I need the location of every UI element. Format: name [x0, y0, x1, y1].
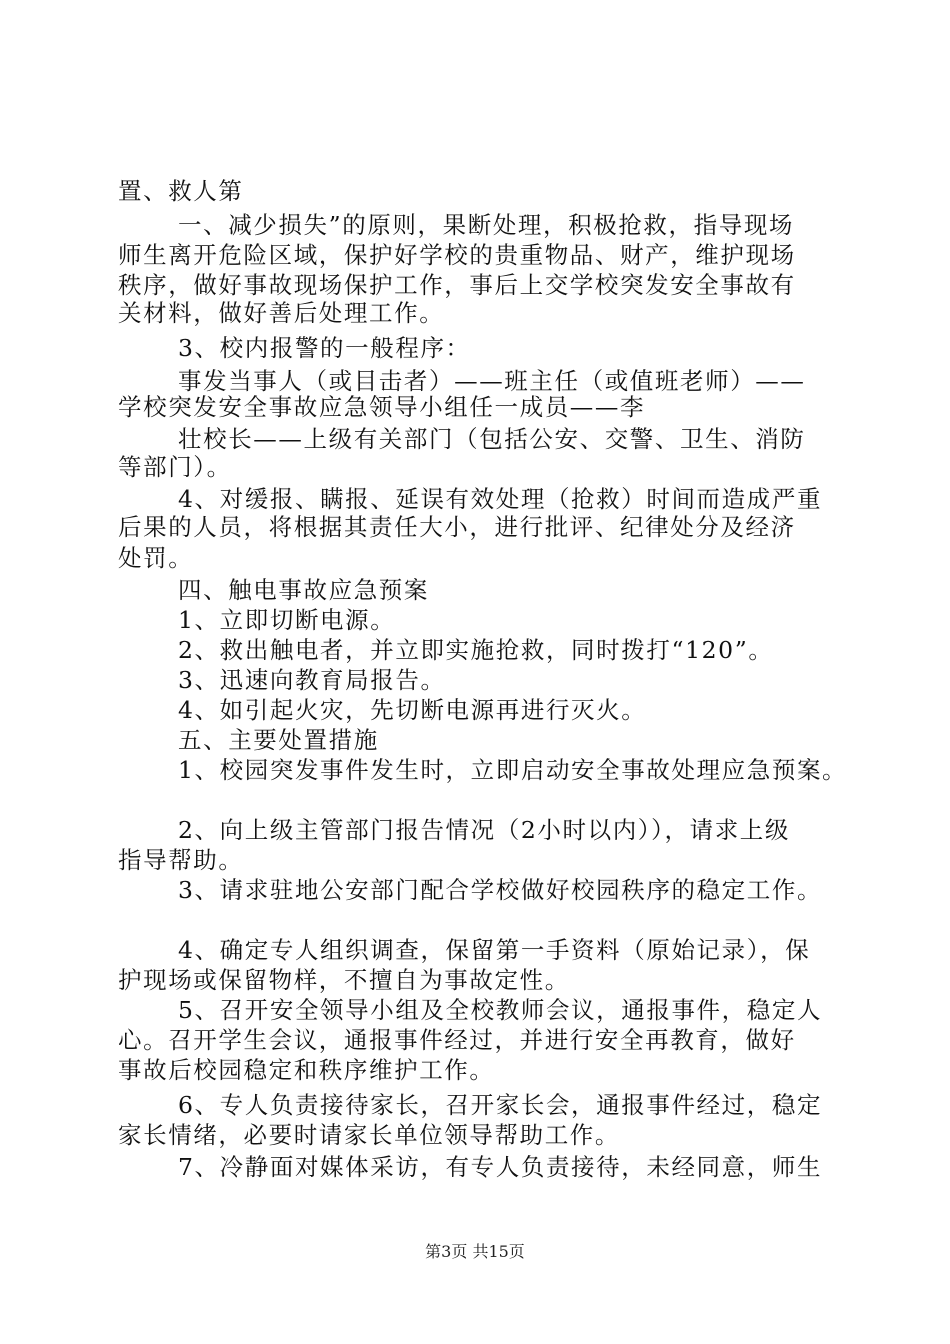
text-line: 5、召开安全领导小组及全校教师会议，通报事件，稳定人 [178, 996, 823, 1024]
text-line: 事发当事人（或目击者）——班主任（或值班老师）—— [178, 367, 806, 395]
text-line: 3、迅速向教育局报告。 [178, 666, 446, 694]
text-line: 护现场或保留物样，不擅自为事故定性。 [118, 966, 570, 994]
text-line: 等部门）。 [118, 453, 232, 481]
page-footer: 第3页 共15页 [425, 1242, 525, 1261]
text-line: 关材料，做好善后处理工作。 [118, 299, 445, 327]
text-line: 指导帮助。 [118, 846, 244, 874]
text-line: 后果的人员，将根据其责任大小，进行批评、纪律处分及经济 [118, 513, 796, 541]
section-heading: 五、主要处置措施 [178, 726, 379, 754]
text-line: 1、校园突发事件发生时，立即启动安全事故处理应急预案。 [178, 756, 848, 784]
text-line: 师生离开危险区域，保护好学校的贵重物品、财产，维护现场 [118, 241, 796, 269]
text-line: 4、如引起火灾，先切断电源再进行灭火。 [178, 696, 647, 724]
text-line: 置、救人第 [118, 177, 244, 205]
text-line: 处罚。 [118, 544, 194, 572]
text-line: 3、请求驻地公安部门配合学校做好校园秩序的稳定工作。 [178, 876, 823, 904]
text-line: 心。召开学生会议，通报事件经过，并进行安全再教育，做好 [118, 1026, 796, 1054]
text-line: 3、校内报警的一般程序： [178, 334, 471, 362]
text-line: 2、救出触电者，并立即实施抢救，同时拨打“120”。 [178, 636, 774, 664]
text-line: 学校突发安全事故应急领导小组任一成员——李 [118, 393, 646, 421]
text-line: 壮校长——上级有关部门（包括公安、交警、卫生、消防 [178, 425, 806, 453]
text-line: 1、立即切断电源。 [178, 606, 396, 634]
text-line: 2、向上级主管部门报告情况（2小时以内）），请求上级 [178, 816, 791, 844]
text-line: 4、对缓报、瞒报、延误有效处理（抢救）时间而造成严重 [178, 485, 823, 513]
text-line: 一、减少损失”的原则，果断处理，积极抢救，指导现场 [178, 211, 795, 239]
text-line: 7、冷静面对媒体采访，有专人负责接待，未经同意，师生 [178, 1153, 823, 1181]
text-line: 6、专人负责接待家长，召开家长会，通报事件经过，稳定 [178, 1091, 823, 1119]
section-heading: 四、触电事故应急预案 [178, 576, 429, 604]
text-line: 秩序，做好事故现场保护工作，事后上交学校突发安全事故有 [118, 271, 796, 299]
text-line: 家长情绪，必要时请家长单位领导帮助工作。 [118, 1121, 620, 1149]
text-line: 4、确定专人组织调查，保留第一手资料（原始记录），保 [178, 936, 811, 964]
text-line: 事故后校园稳定和秩序维护工作。 [118, 1056, 495, 1084]
